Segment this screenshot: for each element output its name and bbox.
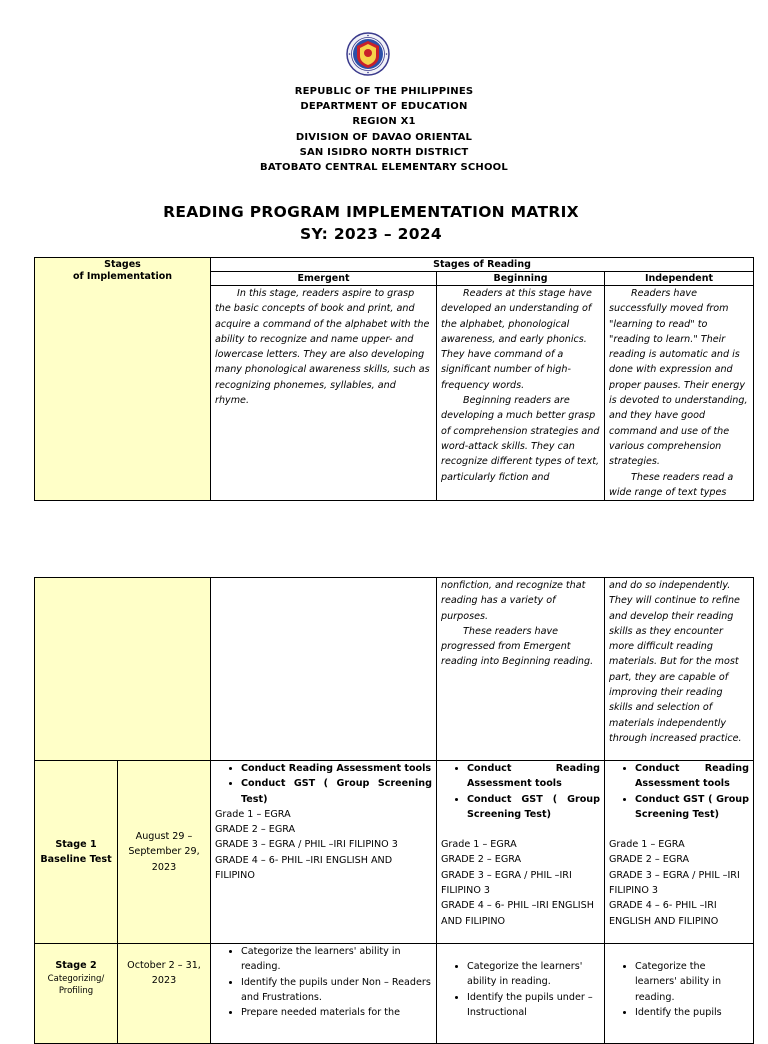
list-item: • Categorize the learners' ability in reading. <box>467 959 600 990</box>
list-item: • Conduct GST ( Group Screening Test) <box>241 776 432 807</box>
independent-description-p2-cont: and do so independently. They will continue to refine and develop their reading skills as they encounter more difficult reading materials. But for the most part, they are capable of improving their reading skills and selection of materials independently through increased practice. <box>609 580 742 744</box>
grade-line: GRADE 2 – EGRA <box>215 824 296 836</box>
title-line-2: SY: 2023 – 2024 <box>300 225 442 243</box>
stage-2-independent-bullets <box>609 959 749 1020</box>
list-item: • Categorize the learners' ability in reading. <box>241 944 432 975</box>
stage-1-emergent-bullets <box>215 761 432 807</box>
header-line-region: REGION X1 <box>352 116 416 128</box>
stages-of-reading-header: Stages of Reading <box>211 258 754 272</box>
stage-1-independent-bullets <box>609 761 749 822</box>
emergent-description-text: In this stage, readers aspire to grasp the basic concepts of book and print, and acquire a command of the alphabet with the ability to recognize and name upper- and lowercase letters. They are also developing many phonological awareness skills, such as recognizing phonemes, syllables, and rhyme. <box>215 288 430 407</box>
grade-line: GRADE 4 – 6- PHIL –IRI ENGLISH AND FILIPINO <box>441 900 594 927</box>
beginning-description-p3: These readers have progressed from Emergent reading into Beginning reading. <box>441 625 594 668</box>
title-line-1: READING PROGRAM IMPLEMENTATION MATRIX <box>163 203 579 221</box>
matrix-table-part-2 <box>34 577 754 1044</box>
stage-2-beginning <box>437 944 605 1044</box>
header-line-school: BATOBATO CENTRAL ELEMENTARY SCHOOL <box>260 162 508 174</box>
grade-line: GRADE 3 – EGRA / PHIL –IRI FILIPINO 3 <box>441 869 572 897</box>
stage-1-number: Stage 1 <box>55 838 97 850</box>
independent-description <box>605 286 754 501</box>
deped-seal-icon <box>346 32 390 76</box>
header-line-department: DEPARTMENT OF EDUCATION <box>300 101 468 113</box>
grade-line: GRADE 3 – EGRA / PHIL –IRI FILIPINO 3 <box>215 839 398 851</box>
column-header-beginning: Beginning <box>437 272 605 286</box>
stage-2-emergent <box>211 944 437 1044</box>
grade-line: GRADE 2 – EGRA <box>441 854 522 866</box>
emergent-continued-cell <box>211 578 437 761</box>
beginning-description <box>437 286 605 501</box>
grade-line: GRADE 4 – 6- PHIL –IRI ENGLISH AND FILIPINO <box>215 854 393 882</box>
stage-1-beginning <box>437 761 605 944</box>
stage-2-date: October 2 – 31, 2023 <box>118 944 211 1044</box>
header-line-district: SAN ISIDRO NORTH DISTRICT <box>299 146 469 158</box>
list-item: • Identify the pupils under –Instructional <box>467 990 600 1021</box>
stage-1-name <box>35 761 118 944</box>
stage-1-date: August 29 – September 29, 2023 <box>118 761 211 944</box>
independent-description-continued <box>605 578 754 761</box>
stage-1-beginning-bullets <box>441 761 600 822</box>
stage-2-emergent-bullets <box>215 944 432 1020</box>
stage-2-beginning-bullets <box>441 959 600 1020</box>
header-line-republic: REPUBLIC OF THE PHILIPPINES <box>294 86 474 97</box>
emergent-description <box>211 286 437 501</box>
stages-of-implementation-header <box>35 258 211 501</box>
beginning-description-p1: Readers at this stage have developed an understanding of the alphabet, phonological awareness, and early phonics. They have command of a significant number of high-frequency words. <box>441 288 592 391</box>
document-title <box>0 201 742 245</box>
letterhead <box>0 84 768 175</box>
column-header-emergent: Emergent <box>211 272 437 286</box>
grade-line: Grade 1 – EGRA <box>441 839 517 851</box>
beginning-description-p2: Beginning readers are developing a much better grasp of comprehension strategies and word-attack skills. They can recognize different types of text, particularly fiction and <box>441 395 600 483</box>
stage-2-independent <box>605 944 754 1044</box>
stages-continued-cell <box>35 578 211 761</box>
grade-line: GRADE 4 – 6- PHIL –IRI ENGLISH AND FILIPINO <box>609 900 719 927</box>
grade-line: Grade 1 – EGRA <box>215 808 291 820</box>
grade-line: GRADE 3 – EGRA / PHIL –IRI FILIPINO 3 <box>609 869 740 897</box>
grade-line: GRADE 2 – EGRA <box>609 854 690 866</box>
beginning-description-continued <box>437 578 605 761</box>
stage-1-title: Baseline Test <box>40 854 112 865</box>
list-item: • Identify the pupils <box>635 1005 749 1020</box>
list-item: • Conduct GST ( Group Screening Test) <box>635 792 749 823</box>
list-item: • Conduct Reading Assessment tools <box>467 761 600 792</box>
list-item: • Identify the pupils under Non – Readers and Frustrations. <box>241 975 432 1006</box>
stage-2-title: Categorizing/ Profiling <box>47 974 105 997</box>
list-item: • Conduct GST ( Group Screening Test) <box>467 792 600 823</box>
stage-2-name <box>35 944 118 1044</box>
independent-description-p2: These readers read a wide range of text types <box>609 471 734 498</box>
stage-1-emergent <box>211 761 437 944</box>
column-header-independent: Independent <box>605 272 754 286</box>
list-item: • Conduct Reading Assessment tools <box>635 761 749 792</box>
stage-2-number: Stage 2 <box>55 960 97 971</box>
stage-1-independent <box>605 761 754 944</box>
list-item: • Categorize the learners' ability in reading. <box>635 959 749 1005</box>
list-item: • Prepare needed materials for the <box>241 1005 432 1020</box>
stages-header-line-1: Stages <box>104 259 141 270</box>
header-line-division: DIVISION OF DAVAO ORIENTAL <box>295 131 473 143</box>
grade-line: Grade 1 – EGRA <box>609 839 685 851</box>
beginning-description-p2-cont: nonfiction, and recognize that reading has a variety of purposes. <box>441 580 586 622</box>
independent-description-p1: Readers have successfully moved from "learning to read" to "reading to learn." Their reading is automatic and is done with expression and proper pauses. Their energy is devoted to understanding, and they have good command and use of the various comprehension strategies. <box>609 288 748 468</box>
list-item: • Conduct Reading Assessment tools <box>241 761 432 776</box>
stages-header-line-2: of Implementation <box>72 271 173 282</box>
matrix-table-part-1 <box>34 257 754 501</box>
